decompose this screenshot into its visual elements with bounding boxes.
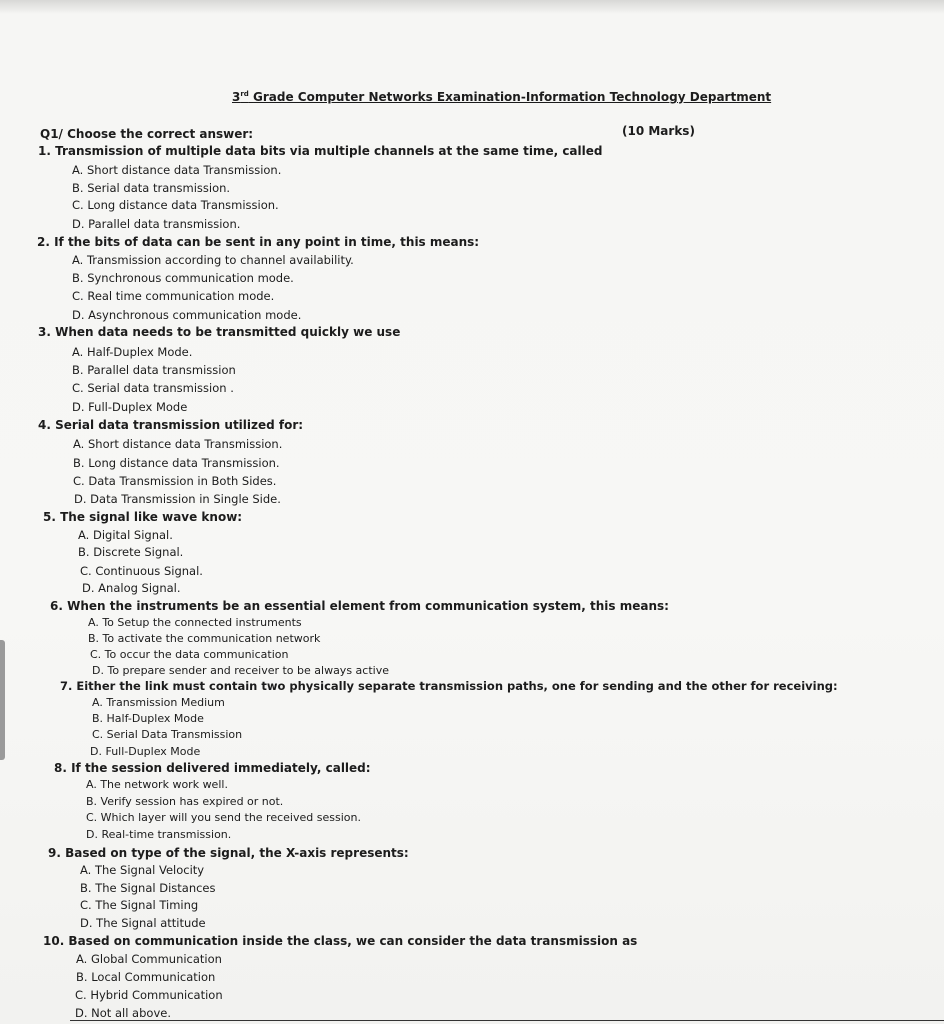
q6-option-b: B. To activate the communication network	[88, 632, 321, 645]
q5-option-c: C. Continuous Signal.	[80, 564, 203, 578]
q3-option-c: C. Serial data transmission .	[72, 381, 234, 395]
exam-title: 3rd Grade Computer Networks Examination-Information Technology Department	[232, 90, 772, 104]
q2-option-c: C. Real time communication mode.	[72, 289, 275, 303]
q2-option-a: A. Transmission according to channel availability.	[72, 253, 354, 267]
q10-option-d: D. Not all above.	[75, 1006, 171, 1020]
question-7: 7. Either the link must contain two physically separate transmission paths, one for sending and the other for receiving:	[60, 679, 838, 693]
q5-option-b: B. Discrete Signal.	[78, 545, 184, 559]
q4-option-b: B. Long distance data Transmission.	[73, 456, 280, 470]
q3-option-b: B. Parallel data transmission	[72, 363, 236, 377]
q9-option-a: A. The Signal Velocity	[80, 863, 205, 877]
question-3: 3. When data needs to be transmitted quickly we use	[38, 325, 401, 339]
q6-option-c: C. To occur the data communication	[90, 648, 289, 661]
question-2: 2. If the bits of data can be sent in any point in time, this means:	[37, 235, 480, 249]
q7-option-a: A. Transmission Medium	[92, 696, 225, 709]
question-10: 10. Based on communication inside the class, we can consider the data transmission as	[43, 934, 638, 948]
q3-option-d: D. Full-Duplex Mode	[72, 400, 188, 414]
q7-option-d: D. Full-Duplex Mode	[90, 745, 201, 758]
q2-option-d: D. Asynchronous communication mode.	[72, 308, 302, 322]
q9-option-c: C. The Signal Timing	[80, 898, 199, 912]
question-8: 8. If the session delivered immediately, called:	[54, 761, 371, 775]
section-marks: (10 Marks)	[622, 124, 695, 138]
q9-option-d: D. The Signal attitude	[80, 916, 206, 930]
q8-option-b: B. Verify session has expired or not.	[86, 795, 284, 808]
q3-option-a: A. Half-Duplex Mode.	[72, 345, 193, 359]
q6-option-d: D. To prepare sender and receiver to be always active	[92, 664, 389, 677]
q10-option-b: B. Local Communication	[76, 970, 216, 984]
q1-option-d: D. Parallel data transmission.	[72, 217, 241, 231]
section-heading: Q1/ Choose the correct answer:	[40, 127, 254, 141]
q7-option-b: B. Half-Duplex Mode	[92, 712, 204, 725]
q8-option-a: A. The network work well.	[86, 778, 228, 791]
bottom-rule	[70, 1020, 944, 1021]
q10-option-a: A. Global Communication	[76, 952, 222, 966]
q8-option-c: C. Which layer will you send the received session.	[86, 811, 361, 824]
q8-option-d: D. Real-time transmission.	[86, 828, 232, 841]
q9-option-b: B. The Signal Distances	[80, 881, 216, 895]
q10-option-c: C. Hybrid Communication	[75, 988, 223, 1002]
paper-edge	[0, 640, 5, 760]
q5-option-a: A. Digital Signal.	[78, 528, 173, 542]
q1-option-c: C. Long distance data Transmission.	[72, 198, 279, 212]
q7-option-c: C. Serial Data Transmission	[92, 728, 243, 741]
question-1: 1. Transmission of multiple data bits via multiple channels at the same time, called	[38, 144, 603, 158]
question-4: 4. Serial data transmission utilized for:	[38, 418, 304, 432]
q2-option-b: B. Synchronous communication mode.	[72, 271, 294, 285]
q4-option-a: A. Short distance data Transmission.	[73, 437, 283, 451]
q4-option-d: D. Data Transmission in Single Side.	[74, 492, 281, 506]
question-6: 6. When the instruments be an essential element from communication system, this means:	[50, 599, 669, 613]
q1-option-a: A. Short distance data Transmission.	[72, 163, 282, 177]
q5-option-d: D. Analog Signal.	[82, 581, 181, 595]
q4-option-c: C. Data Transmission in Both Sides.	[73, 474, 277, 488]
question-9: 9. Based on type of the signal, the X-axis represents:	[48, 846, 409, 860]
question-5: 5. The signal like wave know:	[43, 510, 243, 524]
q1-option-b: B. Serial data transmission.	[72, 181, 231, 195]
q6-option-a: A. To Setup the connected instruments	[88, 616, 302, 629]
